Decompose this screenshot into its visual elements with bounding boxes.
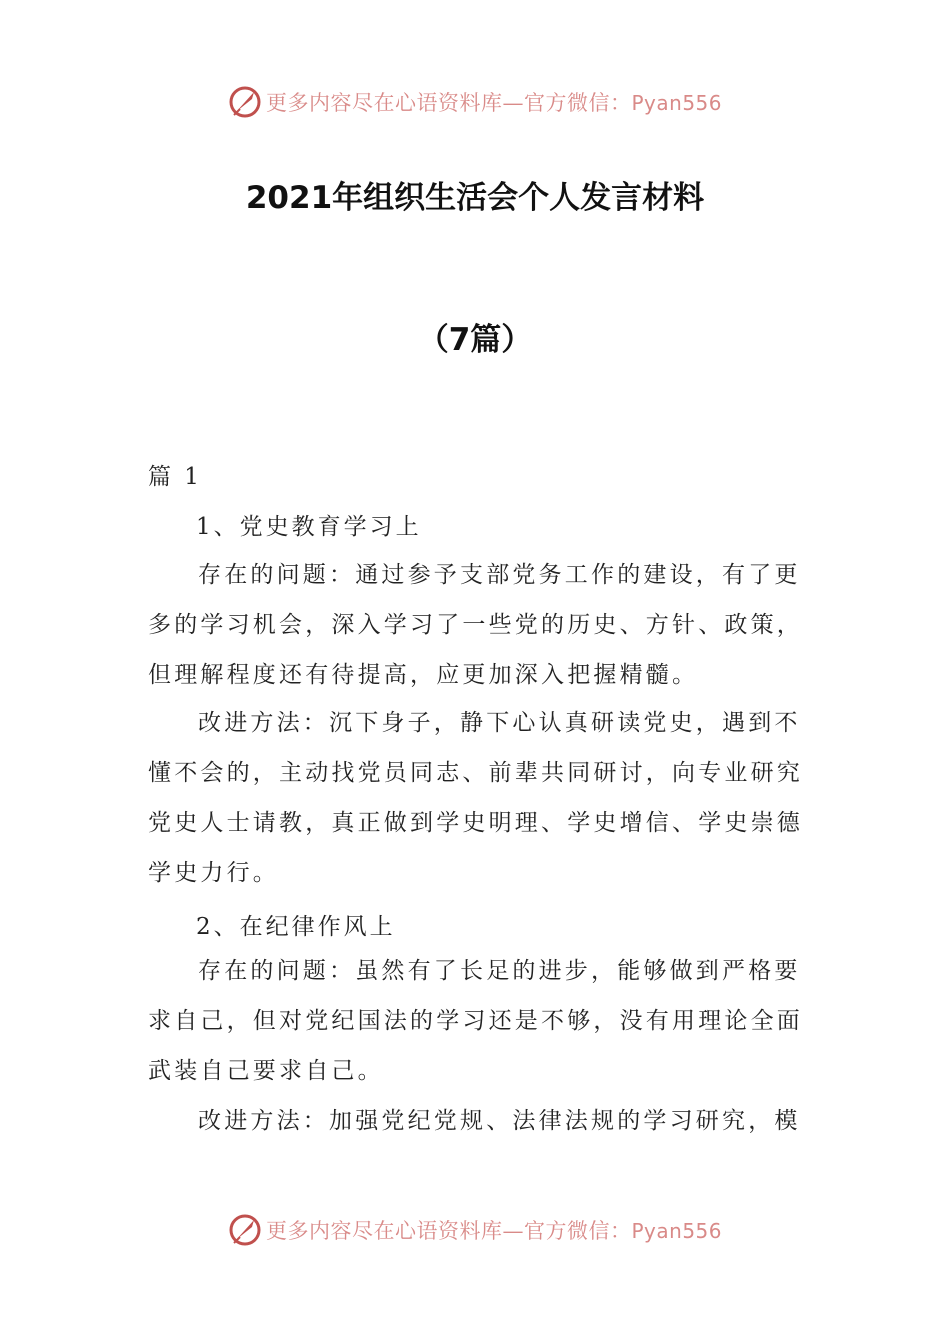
paragraph <box>148 550 808 700</box>
heading-2: 2、在纪律作风上 <box>196 914 396 940</box>
wechat-id: Pyan556 <box>631 1219 722 1243</box>
banner-text <box>266 1215 722 1245</box>
banner-label: 更多内容尽在心语资料库—官方微信： <box>265 91 632 115</box>
quill-logo-icon <box>228 1213 262 1247</box>
para-problem-2: 存在的问题：虽然有了长足的进步，能够做到严格要求自己，但对党纪国法的学习还是不够，没有用理论全面武装自己要求自己。 <box>148 958 803 1084</box>
para-problem-1: 存在的问题：通过参予支部党务工作的建设，有了更多的学习机会，深入学习了一些党的历史、方针、政策，但理解程度还有待提高，应更加深入把握精髓。 <box>148 562 803 688</box>
heading-1: 1、党史教育学习上 <box>196 514 422 540</box>
footer-banner <box>0 1208 950 1252</box>
banner-label: 更多内容尽在心语资料库—官方微信： <box>265 1219 632 1243</box>
para-method-2: 改进方法：加强党纪党规、法律法规的学习研究，模 <box>198 1108 801 1134</box>
wechat-id: Pyan556 <box>631 91 722 115</box>
banner-text <box>266 87 722 117</box>
section-label: 篇 1 <box>148 464 202 490</box>
quill-logo-icon <box>228 85 262 119</box>
paragraph <box>148 946 808 1096</box>
para-method-1: 改进方法：沉下身子，静下心认真研读党史，遇到不懂不会的，主动找党员同志、前辈共同研讨，向专业研究党史人士请教，真正做到学史明理、学史增信、学史崇德学史力行。 <box>148 710 803 886</box>
document-title: 2021年组织生活会个人发言材料 <box>245 180 705 216</box>
paragraph <box>148 1096 808 1146</box>
document-subtitle: （7篇） <box>417 322 533 358</box>
paragraph <box>148 698 808 898</box>
header-banner <box>0 80 950 124</box>
